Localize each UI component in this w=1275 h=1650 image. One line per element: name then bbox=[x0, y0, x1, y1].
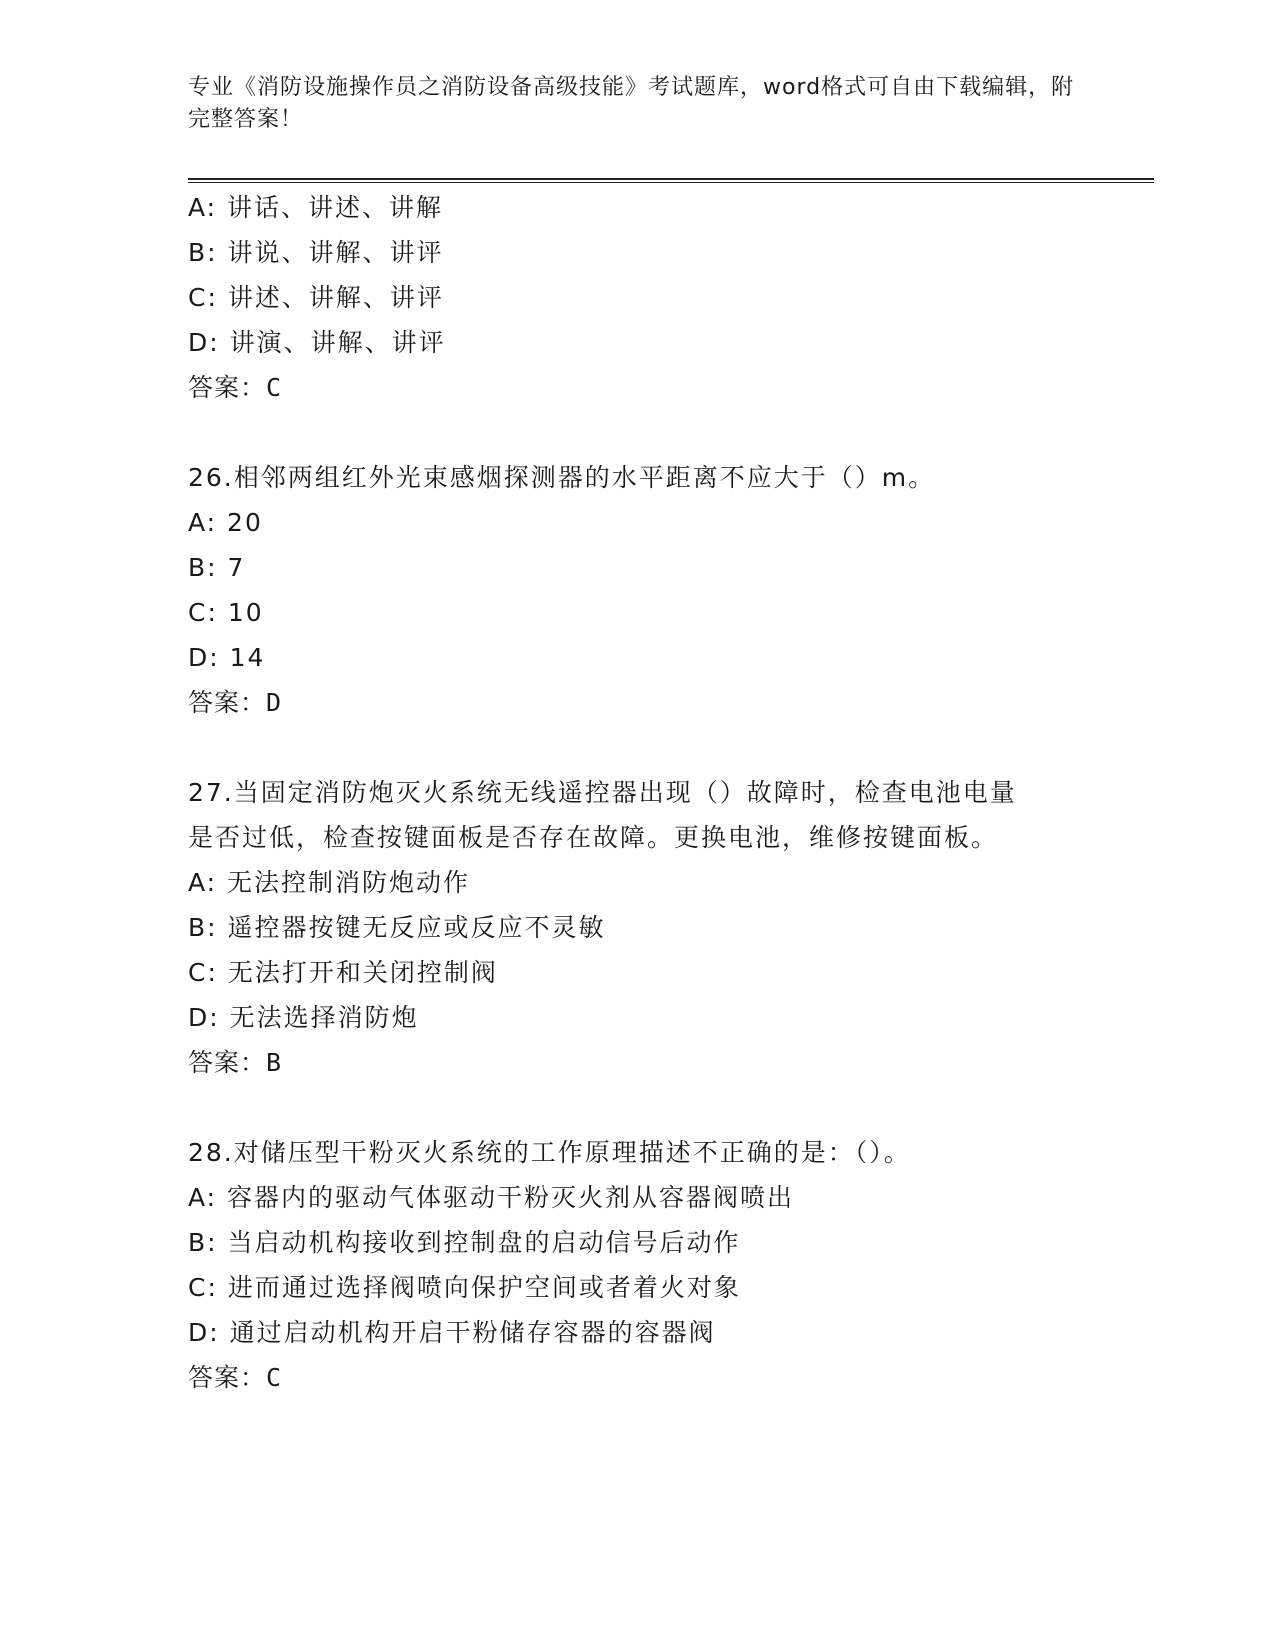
q25-option-d: D: 讲演、讲解、讲评 bbox=[188, 328, 446, 357]
q26-option-d: D: 14 bbox=[188, 643, 266, 672]
q27-answer bbox=[188, 1045, 282, 1081]
q28-option-c: C: 进而通过选择阀喷向保护空间或者着火对象 bbox=[188, 1273, 741, 1302]
q25-option-c: C: 讲述、讲解、讲评 bbox=[188, 283, 444, 312]
answer-label: 答案： bbox=[188, 1363, 267, 1392]
q26-option-c: C: 10 bbox=[188, 598, 264, 627]
answer-value: C bbox=[266, 373, 283, 402]
q26-option-a: A: 20 bbox=[188, 508, 263, 537]
q27-option-b: B: 遥控器按键无反应或反应不灵敏 bbox=[188, 913, 606, 942]
q26-option-b: B: 7 bbox=[188, 553, 246, 582]
q27-option-a: A: 无法控制消防炮动作 bbox=[188, 868, 471, 897]
q25-answer bbox=[188, 370, 282, 406]
q27-option-d: D: 无法选择消防炮 bbox=[188, 1003, 419, 1032]
answer-label: 答案： bbox=[188, 373, 267, 402]
answer-value: B bbox=[266, 1048, 283, 1077]
q25-option-a: A: 讲话、讲述、讲解 bbox=[188, 193, 444, 222]
q27-question-line-1: 27.当固定消防炮灭火系统无线遥控器出现（）故障时，检查电池电量 bbox=[188, 778, 1017, 807]
q28-question: 28.对储压型干粉灭火系统的工作原理描述不正确的是：（）。 bbox=[188, 1138, 911, 1167]
q26-question: 26.相邻两组红外光束感烟探测器的水平距离不应大于（）m。 bbox=[188, 463, 936, 492]
q28-option-a: A: 容器内的驱动气体驱动干粉灭火剂从容器阀喷出 bbox=[188, 1183, 795, 1212]
document-header: 专业《消防设施操作员之消防设备高级技能》考试题库，word格式可自由下载编辑，附完整答案！ bbox=[188, 75, 1075, 132]
header-divider bbox=[188, 178, 1154, 183]
q27-option-c: C: 无法打开和关闭控制阀 bbox=[188, 958, 498, 987]
q26-answer bbox=[188, 685, 282, 721]
q28-answer bbox=[188, 1360, 282, 1396]
q27-question-line-2: 是否过低，检查按键面板是否存在故障。更换电池，维修按键面板。 bbox=[188, 823, 999, 852]
answer-label: 答案： bbox=[188, 688, 267, 717]
q25-option-b: B: 讲说、讲解、讲评 bbox=[188, 238, 444, 267]
q28-option-d: D: 通过启动机构开启干粉储存容器的容器阀 bbox=[188, 1318, 716, 1347]
answer-value: C bbox=[266, 1363, 283, 1392]
answer-value: D bbox=[266, 688, 283, 717]
q28-option-b: B: 当启动机构接收到控制盘的启动信号后动作 bbox=[188, 1228, 741, 1257]
answer-label: 答案： bbox=[188, 1048, 267, 1077]
